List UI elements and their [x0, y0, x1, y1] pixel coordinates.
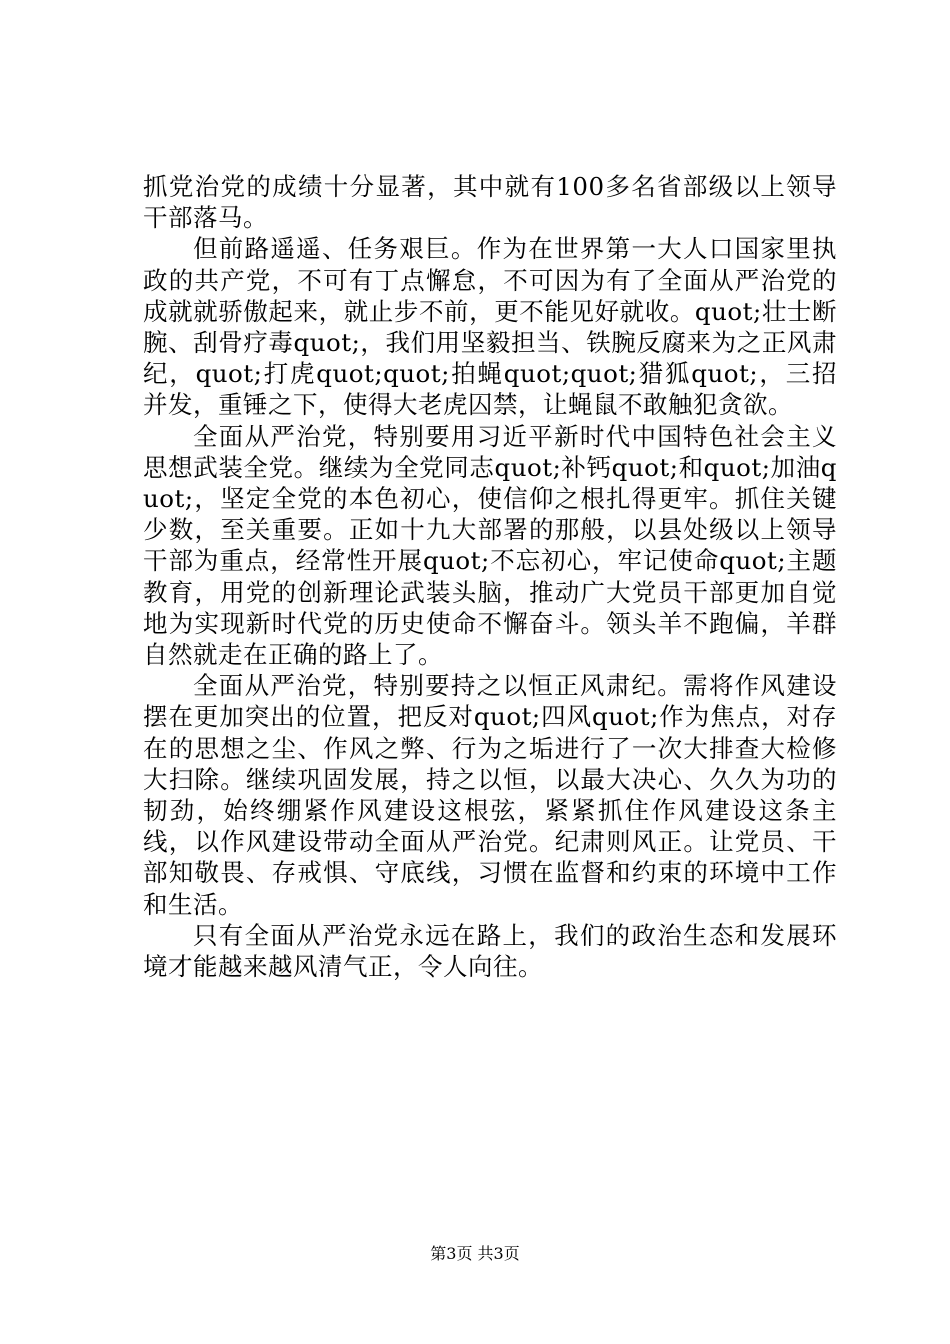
page-number-footer: 第3页 共3页	[430, 1244, 520, 1263]
document-body	[143, 171, 837, 982]
paragraph-continued: 抓党治党的成绩十分显著，其中就有100多名省部级以上领导干部落马。	[143, 172, 837, 233]
paragraph-road-ahead: 但前路遥遥、任务艰巨。作为在世界第一大人口国家里执政的共产党，不可有丁点懈怠，不可因为有了全面从严治党的成就就骄傲起来，就止步不前，更不能见好就收。quot;壮士断腕、刮骨疗毒quot;，我们用坚毅担当、铁腕反腐来为之正风肃纪，quot;打虎quot;quot;拍蝇quot;quot;猎狐quot;，三招并发，重锤之下，使得大老虎囚禁，让蝇鼠不敢触犯贪欲。	[143, 234, 837, 420]
paragraph-conclusion: 只有全面从严治党永远在路上，我们的政治生态和发展环境才能越来越风清气正，令人向往。	[143, 920, 837, 982]
paragraph-work-style: 全面从严治党，特别要持之以恒正风肃纪。需将作风建设摆在更加突出的位置，把反对quot;四风quot;作为焦点，对存在的思想之尘、作风之弊、行为之垢进行了一次大排查大检修大扫除。继续巩固发展，持之以恒，以最大决心、久久为功的韧劲，始终绷紧作风建设这根弦，紧紧抓住作风建设这条主线，以作风建设带动全面从严治党。纪肃则风正。让党员、干部知敬畏、存戒惧、守底线，习惯在监督和约束的环境中工作和生活。	[143, 671, 837, 919]
paragraph-ideology: 全面从严治党，特别要用习近平新时代中国特色社会主义思想武装全党。继续为全党同志quot;补钙quot;和quot;加油quot;，坚定全党的本色初心，使信仰之根扎得更牢。抓住关键少数，至关重要。正如十九大部署的那般，以县处级以上领导干部为重点，经常性开展quot;不忘初心，牢记使命quot;主题教育，用党的创新理论武装头脑，推动广大党员干部更加自觉地为实现新时代党的历史使命不懈奋斗。领头羊不跑偏，羊群自然就走在正确的路上了。	[143, 421, 837, 670]
